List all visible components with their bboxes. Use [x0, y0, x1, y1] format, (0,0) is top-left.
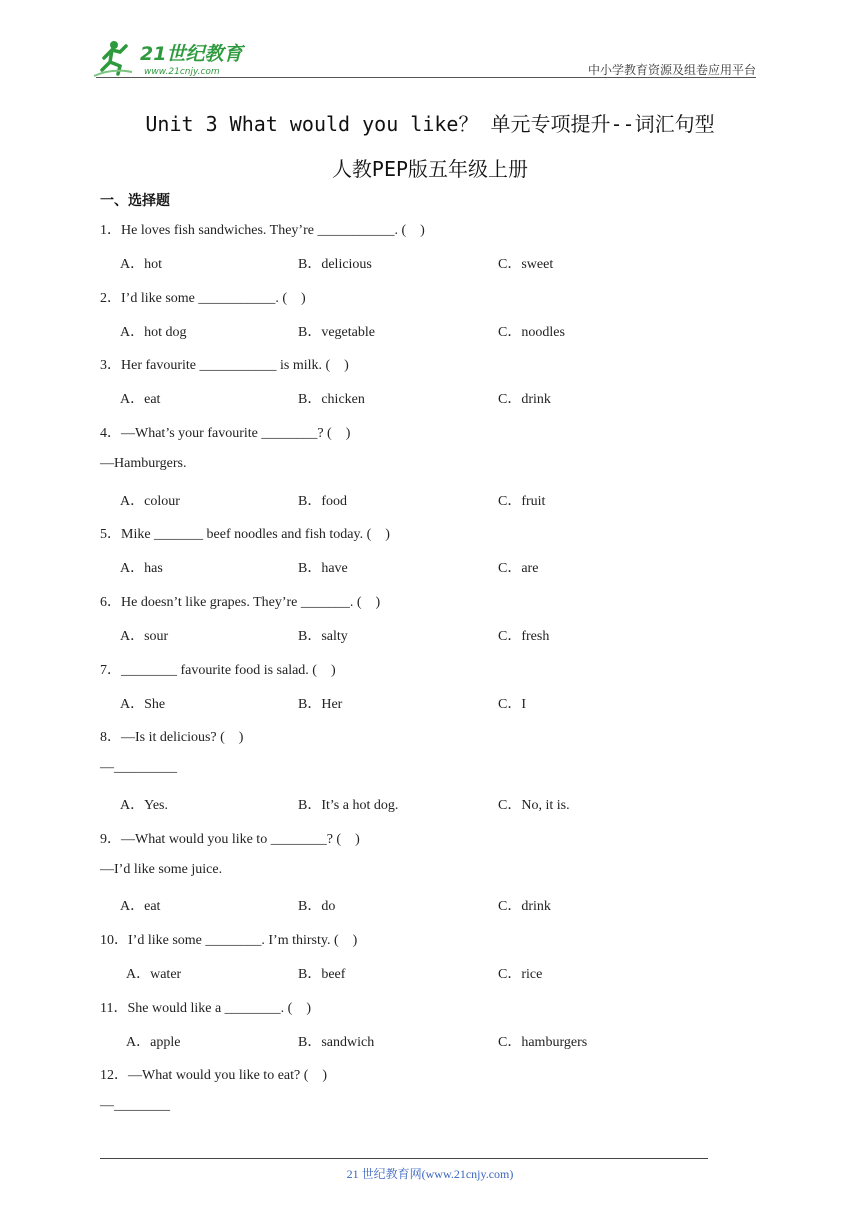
- option-c[interactable]: C．rice: [498, 967, 543, 982]
- option-c[interactable]: C．I: [498, 697, 526, 712]
- footer-text: 21 世纪教育网(www.21cnjy.com): [346, 1167, 514, 1181]
- question-stem: 11．She would like a ________. ( ): [100, 1001, 312, 1016]
- option-c[interactable]: C．No, it is.: [498, 798, 570, 813]
- option-a[interactable]: A．colour: [120, 494, 180, 509]
- footer-divider: [100, 1158, 708, 1159]
- option-c[interactable]: C．fruit: [498, 494, 546, 509]
- option-b[interactable]: B．chicken: [298, 392, 365, 407]
- option-b[interactable]: B．sandwich: [298, 1035, 375, 1050]
- page-subtitle: 人教PEP版五年级上册: [331, 157, 529, 181]
- dialogue-line: —I’d like some juice.: [100, 862, 223, 877]
- option-b[interactable]: B．delicious: [298, 257, 372, 272]
- option-b[interactable]: B．vegetable: [298, 325, 375, 340]
- dialogue-line: —________: [100, 1098, 170, 1113]
- page-title: Unit 3 What would you like？ 单元专项提升--词汇句型: [145, 112, 715, 136]
- question-stem: 3．Her favourite ___________ is milk. ( ): [100, 358, 349, 373]
- option-c[interactable]: C．hamburgers: [498, 1035, 588, 1050]
- logo-text: 21世纪教育: [140, 43, 243, 65]
- runner-icon: [94, 41, 132, 76]
- dialogue-line: —_________: [100, 760, 177, 775]
- question-stem: 1．He loves fish sandwiches. They’re ___________. ( ): [100, 223, 425, 238]
- question-stem: 7．________ favourite food is salad. ( ): [100, 663, 336, 678]
- option-a[interactable]: A．hot: [120, 257, 162, 272]
- question-stem: 2．I’d like some ___________. ( ): [100, 291, 306, 306]
- question-stem: 9．—What would you like to ________? ( ): [100, 832, 360, 847]
- question-stem: 10．I’d like some ________. I’m thirsty. ( ): [100, 933, 358, 948]
- site-logo: [92, 36, 262, 80]
- option-b[interactable]: B．salty: [298, 629, 348, 644]
- logo-url: www.21cnjy.com: [144, 67, 220, 77]
- option-c[interactable]: C．drink: [498, 392, 551, 407]
- option-b[interactable]: B．do: [298, 899, 336, 914]
- option-c[interactable]: C．noodles: [498, 325, 565, 340]
- question-stem: 12．—What would you like to eat? ( ): [100, 1068, 328, 1083]
- option-a[interactable]: A．eat: [120, 899, 161, 914]
- option-b[interactable]: B．have: [298, 561, 348, 576]
- option-b[interactable]: B．beef: [298, 967, 346, 982]
- option-c[interactable]: C．sweet: [498, 257, 554, 272]
- question-stem: 6．He doesn’t like grapes. They’re _______. ( ): [100, 595, 381, 610]
- option-c[interactable]: C．are: [498, 561, 539, 576]
- option-a[interactable]: A．hot dog: [120, 325, 187, 340]
- dialogue-line: —Hamburgers.: [100, 456, 187, 471]
- option-a[interactable]: A．Yes.: [120, 798, 168, 813]
- option-a[interactable]: A．sour: [120, 629, 169, 644]
- option-a[interactable]: A．has: [120, 561, 163, 576]
- option-b[interactable]: B．food: [298, 494, 347, 509]
- option-a[interactable]: A．eat: [120, 392, 161, 407]
- option-c[interactable]: C．drink: [498, 899, 551, 914]
- site-name: 中小学教育资源及组卷应用平台: [587, 63, 756, 77]
- option-c[interactable]: C．fresh: [498, 629, 550, 644]
- section-heading: 一、选择题: [100, 193, 170, 209]
- question-stem: 5．Mike _______ beef noodles and fish today. ( ): [100, 527, 390, 542]
- option-a[interactable]: A．apple: [126, 1035, 181, 1050]
- option-b[interactable]: B．It’s a hot dog.: [298, 798, 399, 813]
- header-divider: [96, 77, 756, 78]
- question-stem: 8．—Is it delicious? ( ): [100, 730, 244, 745]
- option-b[interactable]: B．Her: [298, 697, 343, 712]
- option-a[interactable]: A．water: [126, 967, 182, 982]
- option-a[interactable]: A．She: [120, 697, 166, 712]
- question-stem: 4．—What’s your favourite ________? ( ): [100, 426, 351, 441]
